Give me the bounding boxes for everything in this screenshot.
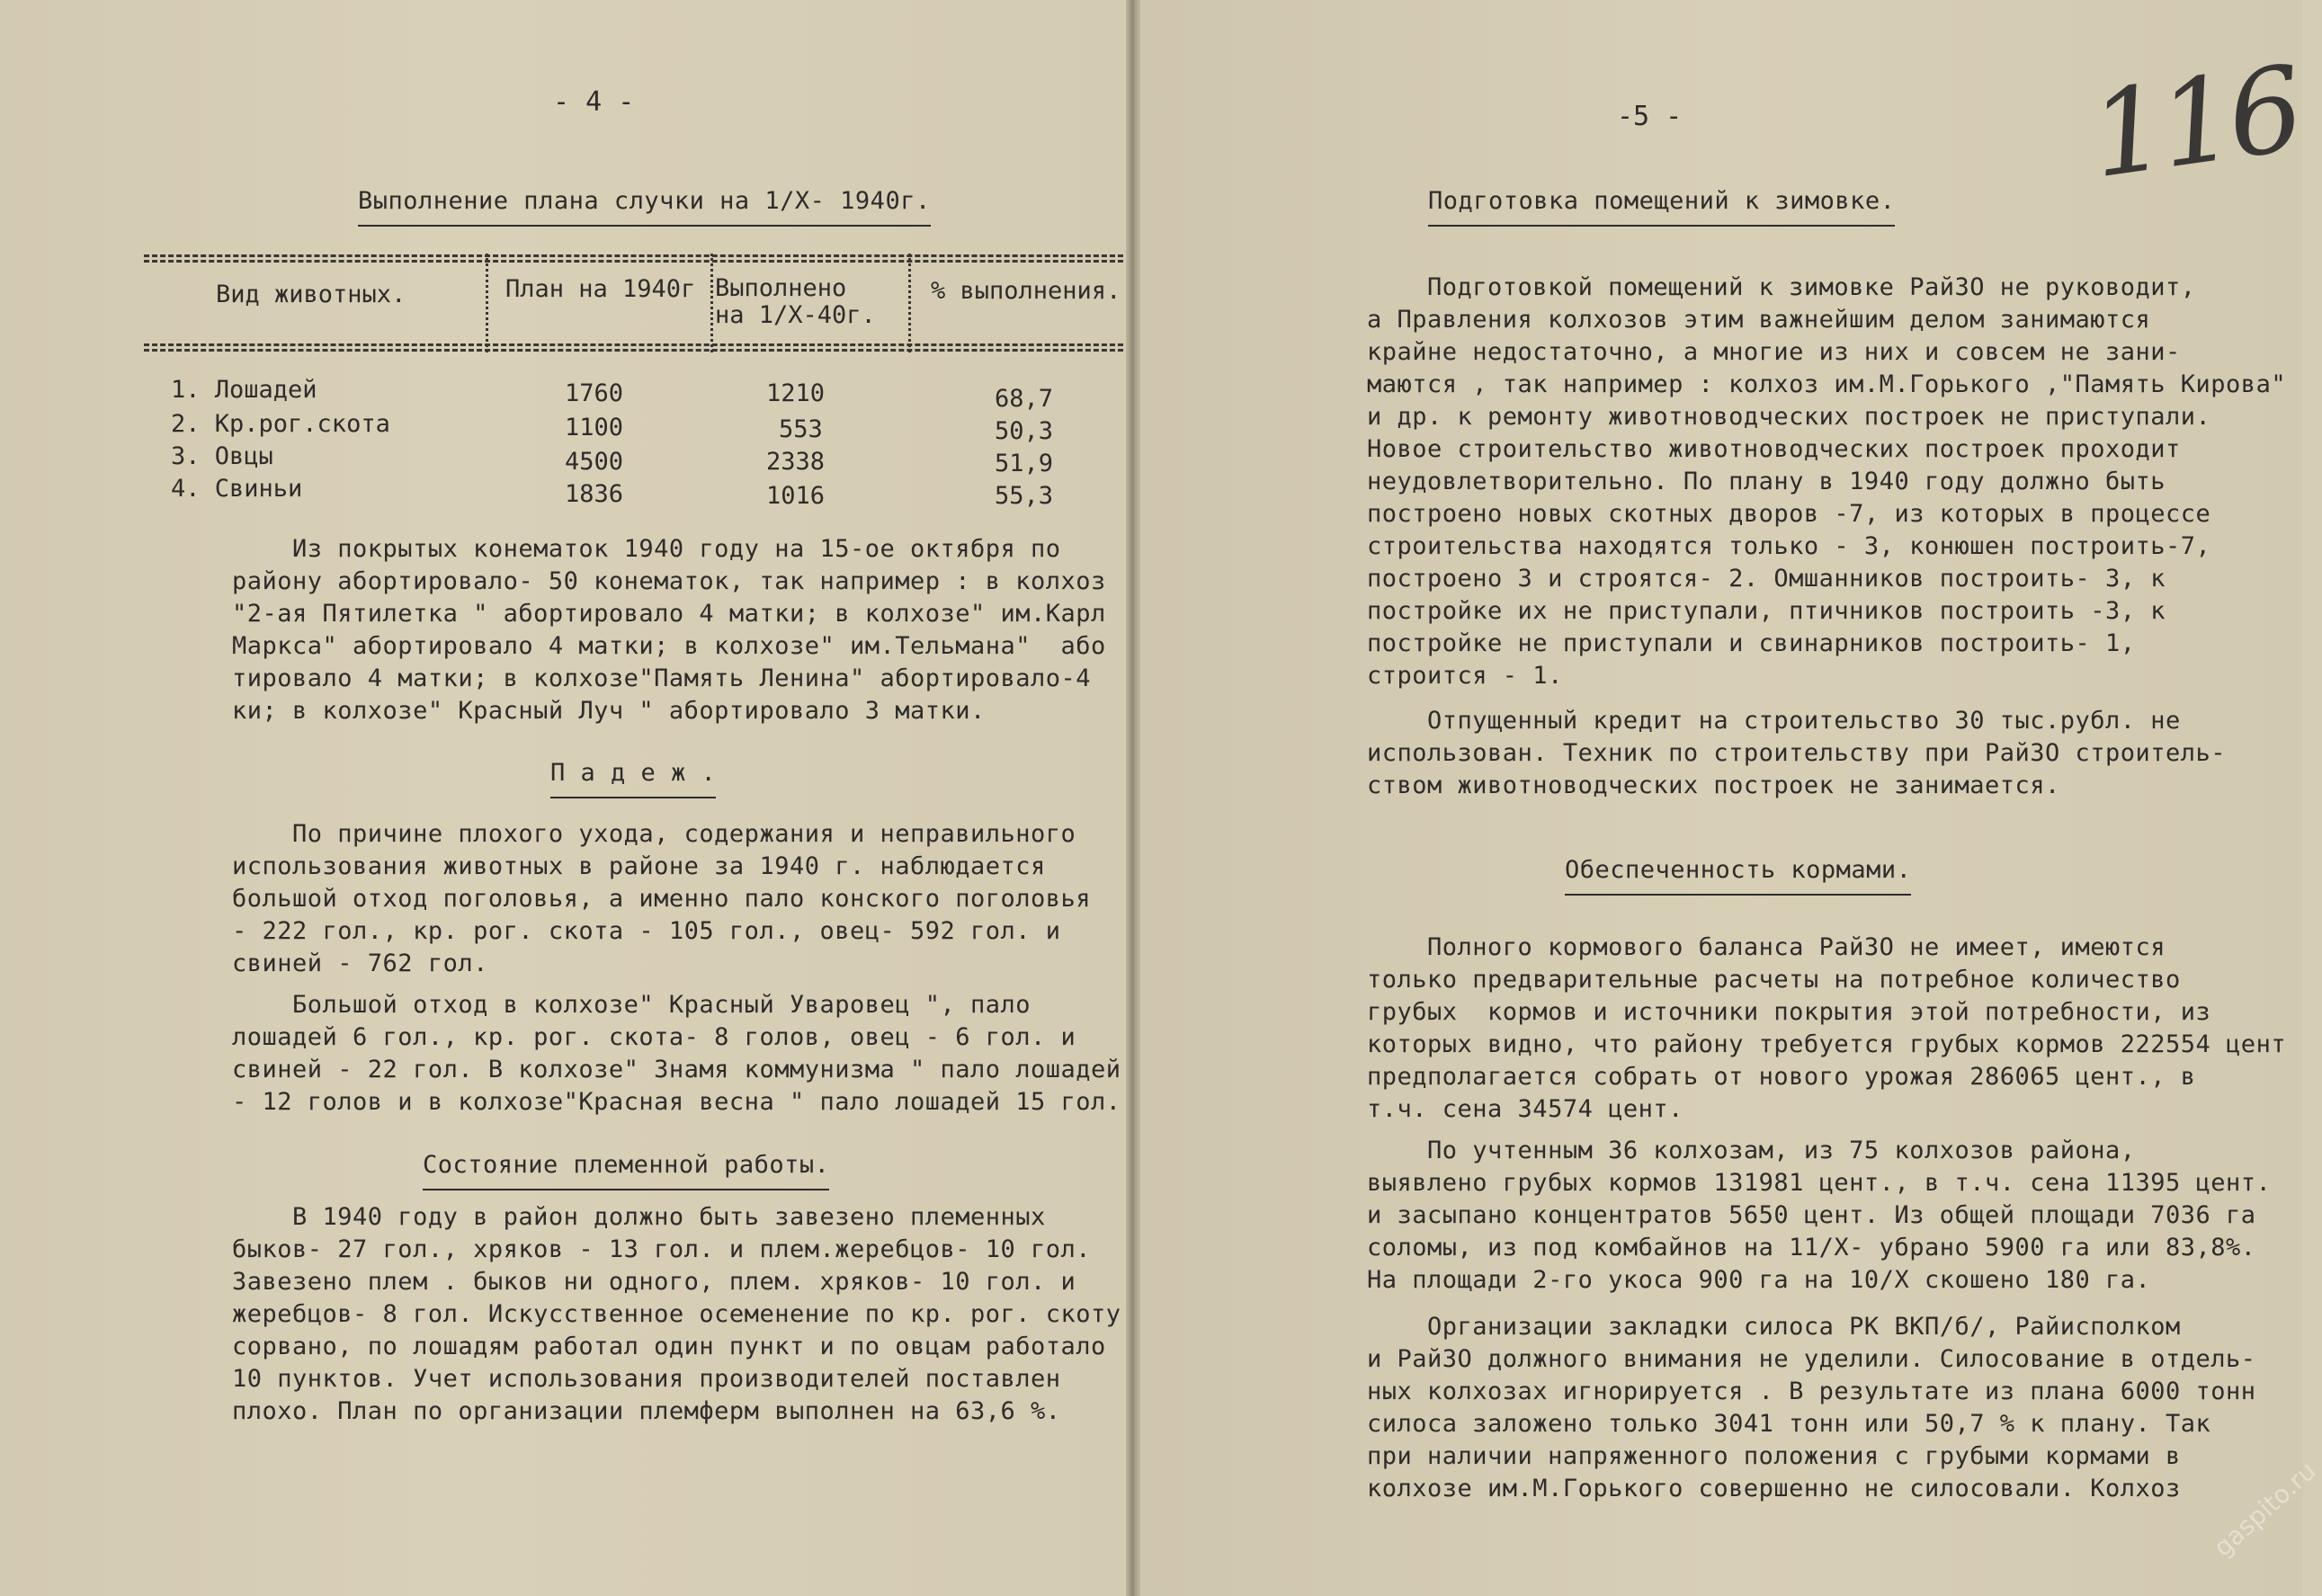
table-header-animal: Вид животных. (216, 281, 406, 308)
table-col-divider (710, 254, 713, 352)
table-cell: 68,7 (995, 385, 1054, 413)
heading-breeding: Состояние племенной работы. (423, 1149, 829, 1190)
paragraph-breeding: В 1940 году в район должно быть завезено племенных быков- 27 гол., хряков - 13 гол. и плем.жеребцов- 10 гол. Завезено плем . быков ни одного, плем. хряков- 10 гол. и жеребцов- 8 гол. Искусственное осеменение по кр. рог. скоту сорвано, по лошадям работал один пункт и по овцам работало 10 пунктов. Учет использования производителей поставлен плохо. План по организации племферм выполнен на 63,6 %. (232, 1203, 1121, 1425)
table-cell: 1760 (565, 379, 624, 407)
table-cell: 2338 (766, 448, 826, 476)
table-rule-top-2 (144, 260, 1131, 263)
paragraph-padezh-2: Большой отход в колхозе" Красный Уваровец ", пало лошадей 6 гол., кр. рог. скота- 8 голов, овец - 6 гол. и свиней - 22 гол. В колхозе" Знамя коммунизма " пало лошадей - 12 голов и в колхозе"Красная весна " пало лошадей 15 гол. (232, 991, 1121, 1116)
table-header-percent: % выполнения. (931, 277, 1121, 305)
paragraph-fodder-1: Полного кормового баланса РайЗО не имеет, имеются только предварительные расчеты на потребное количество грубых кормов и источники покрытия этой потребности, из которых видно, что району требуется грубых кормов 222554 цент предполагается собрать от нового урожая 286065 цент., в т.ч. сена 34574 цент. (1367, 933, 2287, 1123)
table-cell: 51,9 (995, 450, 1054, 477)
paragraph-abortion: Из покрытых конематок 1940 году на 15-ое октября по району абортировало- 50 конематок, так например : в колхоз "2-ая Пятилетка " абортировало 4 матки; в колхозе" им.Карл Маркса" абортировало 4 матки; в колхозе" им.Тельмана" або тировало 4 матки; в колхозе"Память Ленина" абортировало-4 ки; в колхозе" Красный Луч " абортировало 3 матки. (232, 535, 1106, 725)
page-number-4: - 4 - (553, 86, 635, 118)
table-header-plan: План на 1940г (505, 275, 696, 303)
table-rule-top (144, 254, 1131, 257)
table-header-done: Выполнено на 1/Х-40г. (715, 274, 876, 329)
table-cell: 1016 (766, 482, 826, 510)
table-cell: 1. Лошадей (171, 376, 317, 404)
heading-fodder: Обеспеченность кормами. (1565, 854, 1911, 896)
handwritten-page-number: 116 (2082, 40, 2307, 205)
paragraph-fodder-2: По учтенным 36 колхозам, из 75 колхозов района, выявлено грубых кормов 131981 цент., в т.ч. сена 11395 цент. и засыпано концентратов 5650 цент. Из общей площади 7036 га соломы, из под комбайнов на 11/Х- убрано 5900 га или 83,8%. На площади 2-го укоса 900 га на 10/Х скошено 180 га. (1367, 1137, 2272, 1294)
table-cell: 55,3 (995, 482, 1054, 510)
page-number-5: -5 - (1617, 101, 1683, 132)
table-cell: 1100 (565, 414, 624, 441)
paragraph-wintering-1: Подготовкой помещений к зимовке РайЗО не руководит, а Правления колхозов этим важнейшим делом занимаются крайне недостаточно, а многие из них и совсем не зани- маются , так например : колхоз им.М.Горького ,"Память Кирова" и др. к ремонту животноводческих построек не приступали. Новое строительство животноводческих построек проходит неудовлетворительно. По плану в 1940 году должно быть построено новых скотных дворов -7, из которых в процессе строительства находятся только - 3, конюшен построить-7, построено 3 и строятся- 2. Омшанников построить- 3, к постройке их не приступали, птичников построить -3, к постройке не приступали и свинарников построить- 1, строится - 1. (1367, 273, 2287, 690)
table-title: Выполнение плана случки на 1/Х- 1940г. (358, 185, 931, 227)
table-cell: 50,3 (995, 417, 1054, 445)
paragraph-silage: Организации закладки силоса РК ВКП/б/, Райисполком и РайЗО должного внимания не уделили. Силосование в отдель- ных колхозах игнорируется . В результате из плана 6000 тонн силоса заложено только 3041 тонн или 50,7 % к плану. Так при наличии напряженного положения с грубыми кормами в колхозе им.М.Горького совершенно не силосовали. Колхоз (1367, 1313, 2256, 1502)
left-page (0, 0, 1131, 1596)
table-cell: 4500 (565, 448, 624, 476)
right-page (1140, 0, 2302, 1596)
table-col-divider (486, 254, 488, 352)
paragraph-padezh-1: По причине плохого ухода, содержания и неправильного использования животных в районе за 1940 г. наблюдается большой отход поголовья, а именно пало конского поголовья - 222 гол., кр. рог. скота - 105 гол., овец- 592 гол. и свиней - 762 гол. (232, 820, 1092, 977)
watermark: gaspito.ru (2208, 1456, 2322, 1563)
table-rule-header-2 (144, 349, 1131, 352)
table-cell: 1210 (766, 379, 826, 407)
table-rule-header (144, 343, 1131, 346)
table-cell: 4. Свиньи (171, 475, 303, 503)
table-cell: 2. Кр.рог.скота (171, 410, 390, 438)
heading-wintering: Подготовка помещений к зимовке. (1428, 185, 1895, 227)
heading-padezh: П а д е ж . (550, 757, 716, 798)
table-cell: 1836 (565, 480, 624, 508)
table-cell: 553 (779, 415, 823, 443)
table-col-divider (908, 254, 911, 352)
paragraph-wintering-2: Отпущенный кредит на строительство 30 тыс.рубл. не использован. Техник по строительству при РайЗО строитель- ством животноводческих построек не занимается. (1367, 707, 2227, 799)
table-cell: 3. Овцы (171, 442, 273, 470)
